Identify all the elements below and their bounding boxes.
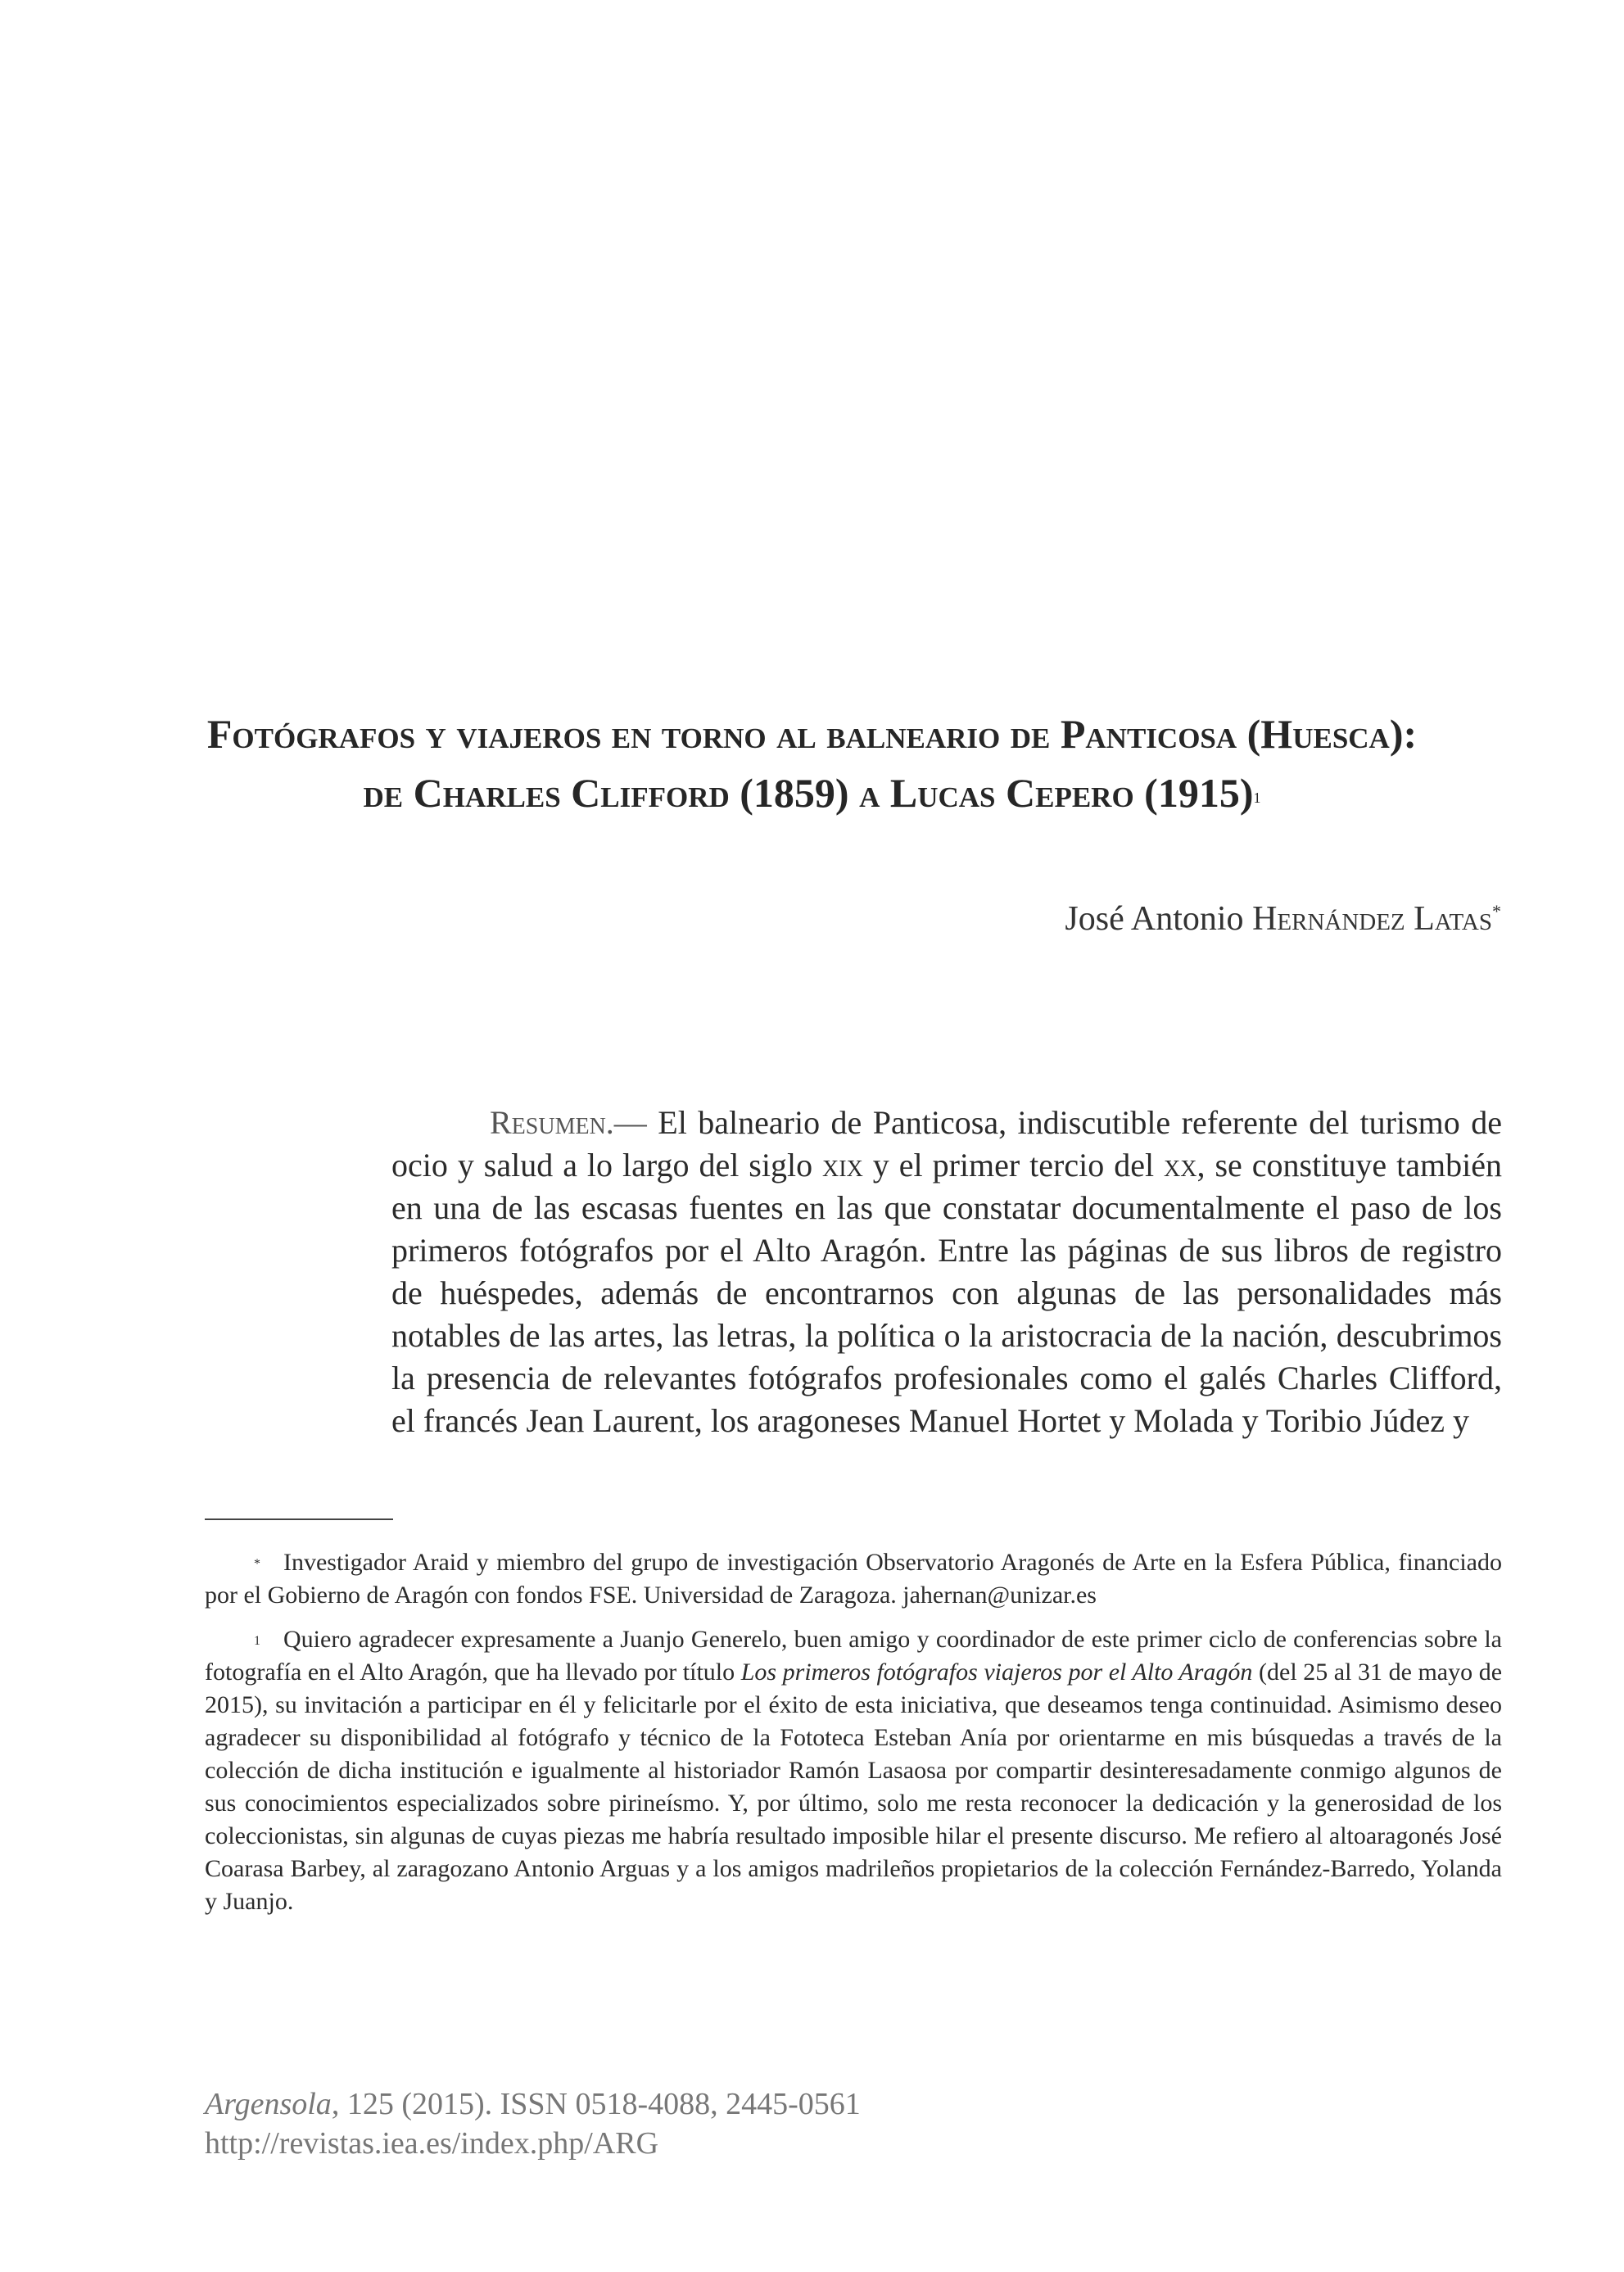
footnote-divider bbox=[205, 1518, 393, 1520]
article-title bbox=[123, 704, 1501, 822]
footnote-mark: * bbox=[254, 1557, 260, 1571]
abstract-century-1: xix bbox=[822, 1147, 863, 1184]
footnote-mark: 1 bbox=[254, 1634, 260, 1648]
footnotes bbox=[205, 1546, 1502, 1930]
footer-journal-name: Argensola bbox=[205, 2087, 332, 2121]
author-surname: Hernández Latas bbox=[1252, 900, 1492, 938]
footer-citation: , 125 (2015). ISSN 0518-4088, 2445-0561 bbox=[331, 2087, 861, 2121]
footnote-text: Investigador Araid y miembro del grupo de investigación Observatorio Aragonés de Arte en la Esfera Pública, financiado por el Gobierno de Aragón con fondos FSE. Universidad de Zaragoza. jahernan@unizar.es bbox=[205, 1549, 1502, 1609]
footnote-text-2: (del 25 al 31 de mayo de 2015), su invitación a participar en él y felicitarle por el éxito de esta iniciativa, que deseamos tenga continuidad. Asimismo deseo agradecer su disponibilidad al fotógrafo y técnico de la Fototeca Esteban Anía por orientarme en mis búsquedas a través de la colección de dicha institución e igualmente al historiador Ramón Lasaosa por compartir desinteresadamente conmigo algunos de sus conocimientos especializados sobre pirineísmo. Y, por último, solo me resta reconocer la dedicación y la generosidad de los coleccionistas, sin algunas de cuyas piezas me habría resultado imposible hilar el presente discurso. Me refiero al altoaragonés José Coarasa Barbey, al zaragozano Antonio Arguas y a los amigos madrileños propietarios de la colección Fernández-Barredo, Yolanda y Juanjo. bbox=[205, 1659, 1503, 1915]
footnote-italic-title: Los primeros fotógrafos viajeros por el Alto Aragón bbox=[740, 1659, 1253, 1686]
footer-citation-line bbox=[205, 2084, 861, 2124]
title-footnote-ref[interactable]: 1 bbox=[1253, 790, 1261, 806]
abstract-text-3: , se constituye también en una de las escasas fuentes en las que constatar documentalmente el paso de los primeros fotógrafos por el Alto Aragón. Entre las páginas de sus libros de registro de huéspedes, además de encontrarnos con algunas de las personalidades más notables de las artes, las letras, la política o la aristocracia de la nación, descubrimos la presencia de relevantes fotógrafos profesionales como el galés Charles Clifford, el francés Jean Laurent, los aragoneses Manuel Hortet y Molada y Toribio Júdez y bbox=[391, 1147, 1502, 1439]
abstract-label: Resumen.— bbox=[490, 1104, 647, 1141]
footnote-text-1: Quiero agradecer expresamente a Juanjo Generelo, buen amigo y coordinador de este primer ciclo de conferencias sobre la fotografía en el Alto Aragón, que ha llevado por título bbox=[205, 1626, 1502, 1686]
footnote-1 bbox=[205, 1623, 1502, 1918]
author-footnote-ref[interactable]: * bbox=[1492, 901, 1501, 921]
abstract-text-2: y el primer tercio del bbox=[862, 1147, 1165, 1184]
author-given-name: José Antonio bbox=[1065, 900, 1244, 938]
footer-url[interactable]: http://revistas.iea.es/index.php/ARG bbox=[205, 2126, 659, 2161]
page-footer bbox=[205, 2084, 861, 2163]
title-line-1: Fotógrafos y viajeros en torno al balneario de Panticosa (Huesca): bbox=[206, 711, 1418, 757]
abstract-century-2: xx bbox=[1164, 1147, 1197, 1184]
title-line-2-text: de Charles Clifford (1859) a Lucas Cepero (1915) bbox=[363, 770, 1254, 816]
footnote-author bbox=[205, 1546, 1502, 1612]
author-name bbox=[1065, 899, 1501, 939]
title-line-2 bbox=[123, 763, 1501, 822]
abstract-text-1: El balneario de Panticosa, indiscutible referente del turismo de ocio y salud a lo largo del siglo bbox=[391, 1104, 1502, 1184]
abstract bbox=[391, 1102, 1502, 1442]
